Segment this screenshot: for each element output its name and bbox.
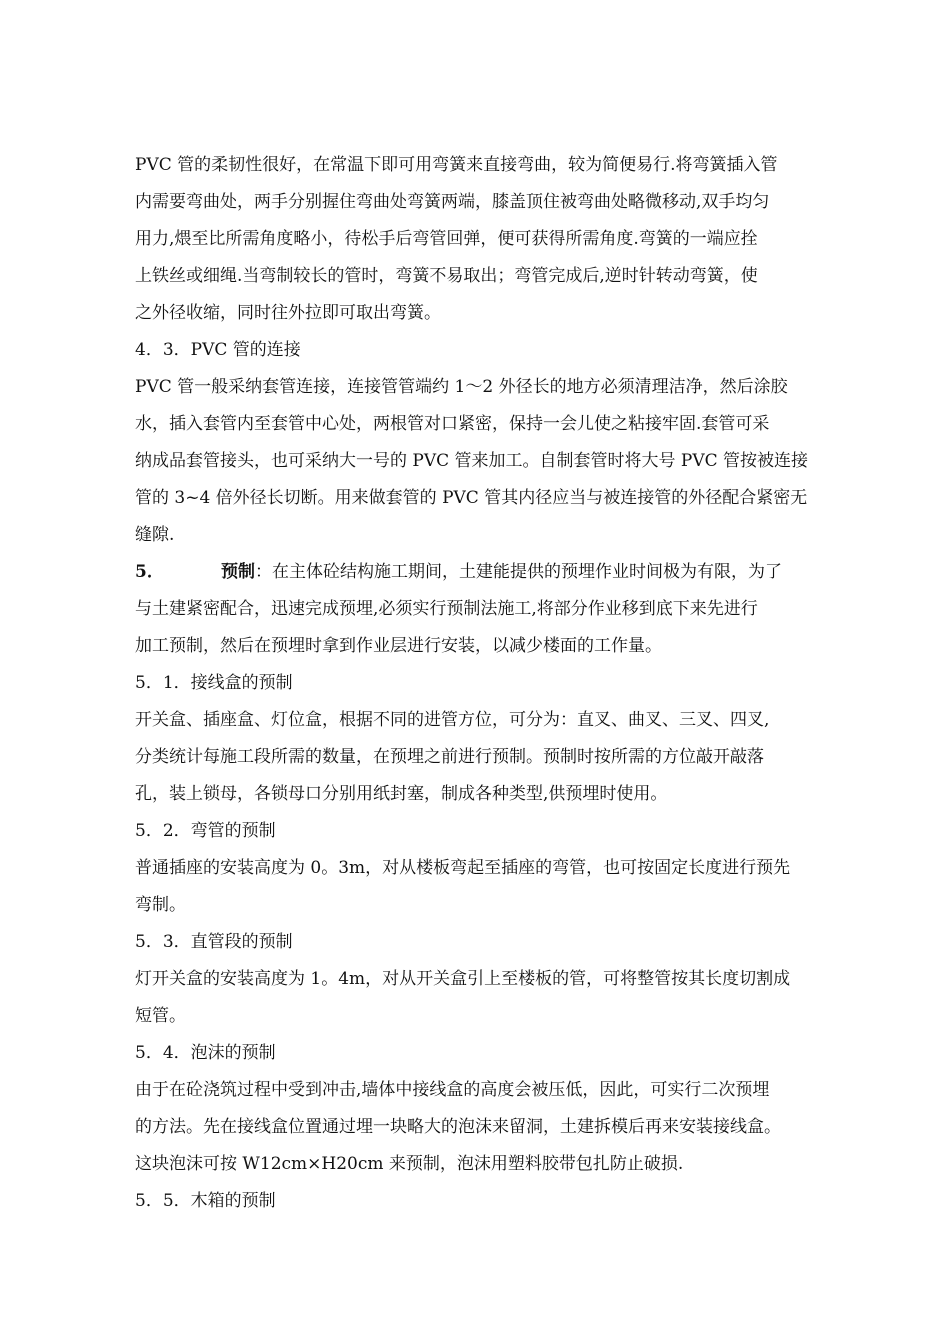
paragraph-line: 上铁丝或细绳.当弯制较长的管时，弯簧不易取出；弯管完成后,逆时针转动弯簧，使 xyxy=(135,266,758,286)
section-intro-text: ：在主体砼结构施工期间，土建能提供的预埋作业时间极为有限，为了 xyxy=(255,562,782,582)
paragraph-line: 灯开关盒的安装高度为 1。4m，对从开关盒引上至楼板的管，可将整管按其长度切割成 xyxy=(135,969,791,989)
paragraph-line: 普通插座的安装高度为 0。3m，对从楼板弯起至插座的弯管，也可按固定长度进行预先 xyxy=(135,858,791,878)
paragraph-line: 孔，装上锁母，各锁母口分别用纸封塞，制成各种类型,供预埋时使用。 xyxy=(135,784,668,804)
paragraph-line: 开关盒、插座盒、灯位盒，根据不同的进管方位，可分为：直叉、曲叉、三叉、四叉, xyxy=(135,710,770,730)
section-heading-5-3: 5．3．直管段的预制 xyxy=(135,932,293,952)
section-title: 预制 xyxy=(221,562,255,582)
paragraph-line: PVC 管一般采纳套管连接，连接管管端约 1～2 外径长的地方必须清理洁净，然后涂胶 xyxy=(135,377,788,397)
paragraph-line: PVC 管的柔韧性很好，在常温下即可用弯簧来直接弯曲，较为简便易行.将弯簧插入管 xyxy=(135,155,778,175)
paragraph-line: 与土建紧密配合，迅速完成预埋,必须实行预制法施工,将部分作业移到底下来先进行 xyxy=(135,599,758,619)
paragraph-line: 水，插入套管内至套管中心处，两根管对口紧密，保持一会儿使之粘接牢固.套管可采 xyxy=(135,414,770,434)
paragraph-line: 的方法。先在接线盒位置通过埋一块略大的泡沫来留洞，土建拆模后再来安装接线盒。 xyxy=(135,1117,781,1137)
section-heading-5-1: 5．1．接线盒的预制 xyxy=(135,673,293,693)
section-heading-5-5: 5．5．木箱的预制 xyxy=(135,1191,276,1211)
paragraph-line: 分类统计每施工段所需的数量，在预埋之前进行预制。预制时按所需的方位敲开敲落 xyxy=(135,747,764,767)
section-heading-5-2: 5．2．弯管的预制 xyxy=(135,821,276,841)
paragraph-line: 短管。 xyxy=(135,1006,186,1026)
paragraph-line: 由于在砼浇筑过程中受到冲击,墙体中接线盒的高度会被压低，因此，可实行二次预埋 xyxy=(135,1080,770,1100)
section-heading-4-3: 4．3．PVC 管的连接 xyxy=(135,340,301,360)
paragraph-line: 弯制。 xyxy=(135,895,186,915)
paragraph-line: 这块泡沫可按 W12cm×H20cm 来预制，泡沫用塑料胶带包扎防止破损. xyxy=(135,1154,684,1174)
paragraph-line: 内需要弯曲处，两手分别握住弯曲处弯簧两端，膝盖顶住被弯曲处略微移动,双手均匀 xyxy=(135,192,770,212)
document-body xyxy=(135,147,865,1220)
paragraph-line: 之外径收缩，同时往外拉即可取出弯簧。 xyxy=(135,303,441,323)
paragraph-line: 纳成品套管接头，也可采纳大一号的 PVC 管来加工。自制套管时将大号 PVC 管按被连接 xyxy=(135,451,809,471)
paragraph-line: 加工预制，然后在预埋时拿到作业层进行安装，以减少楼面的工作量。 xyxy=(135,636,662,656)
section-number: 5． xyxy=(135,562,164,582)
section-heading-5 xyxy=(135,554,865,591)
paragraph-line: 缝隙. xyxy=(135,525,175,545)
paragraph-line: 管的 3~4 倍外径长切断。用来做套管的 PVC 管其内径应当与被连接管的外径配合紧密无 xyxy=(135,488,808,508)
paragraph-line: 用力,煨至比所需角度略小，待松手后弯管回弹，便可获得所需角度.弯簧的一端应拴 xyxy=(135,229,758,249)
section-heading-5-4: 5．4．泡沫的预制 xyxy=(135,1043,276,1063)
